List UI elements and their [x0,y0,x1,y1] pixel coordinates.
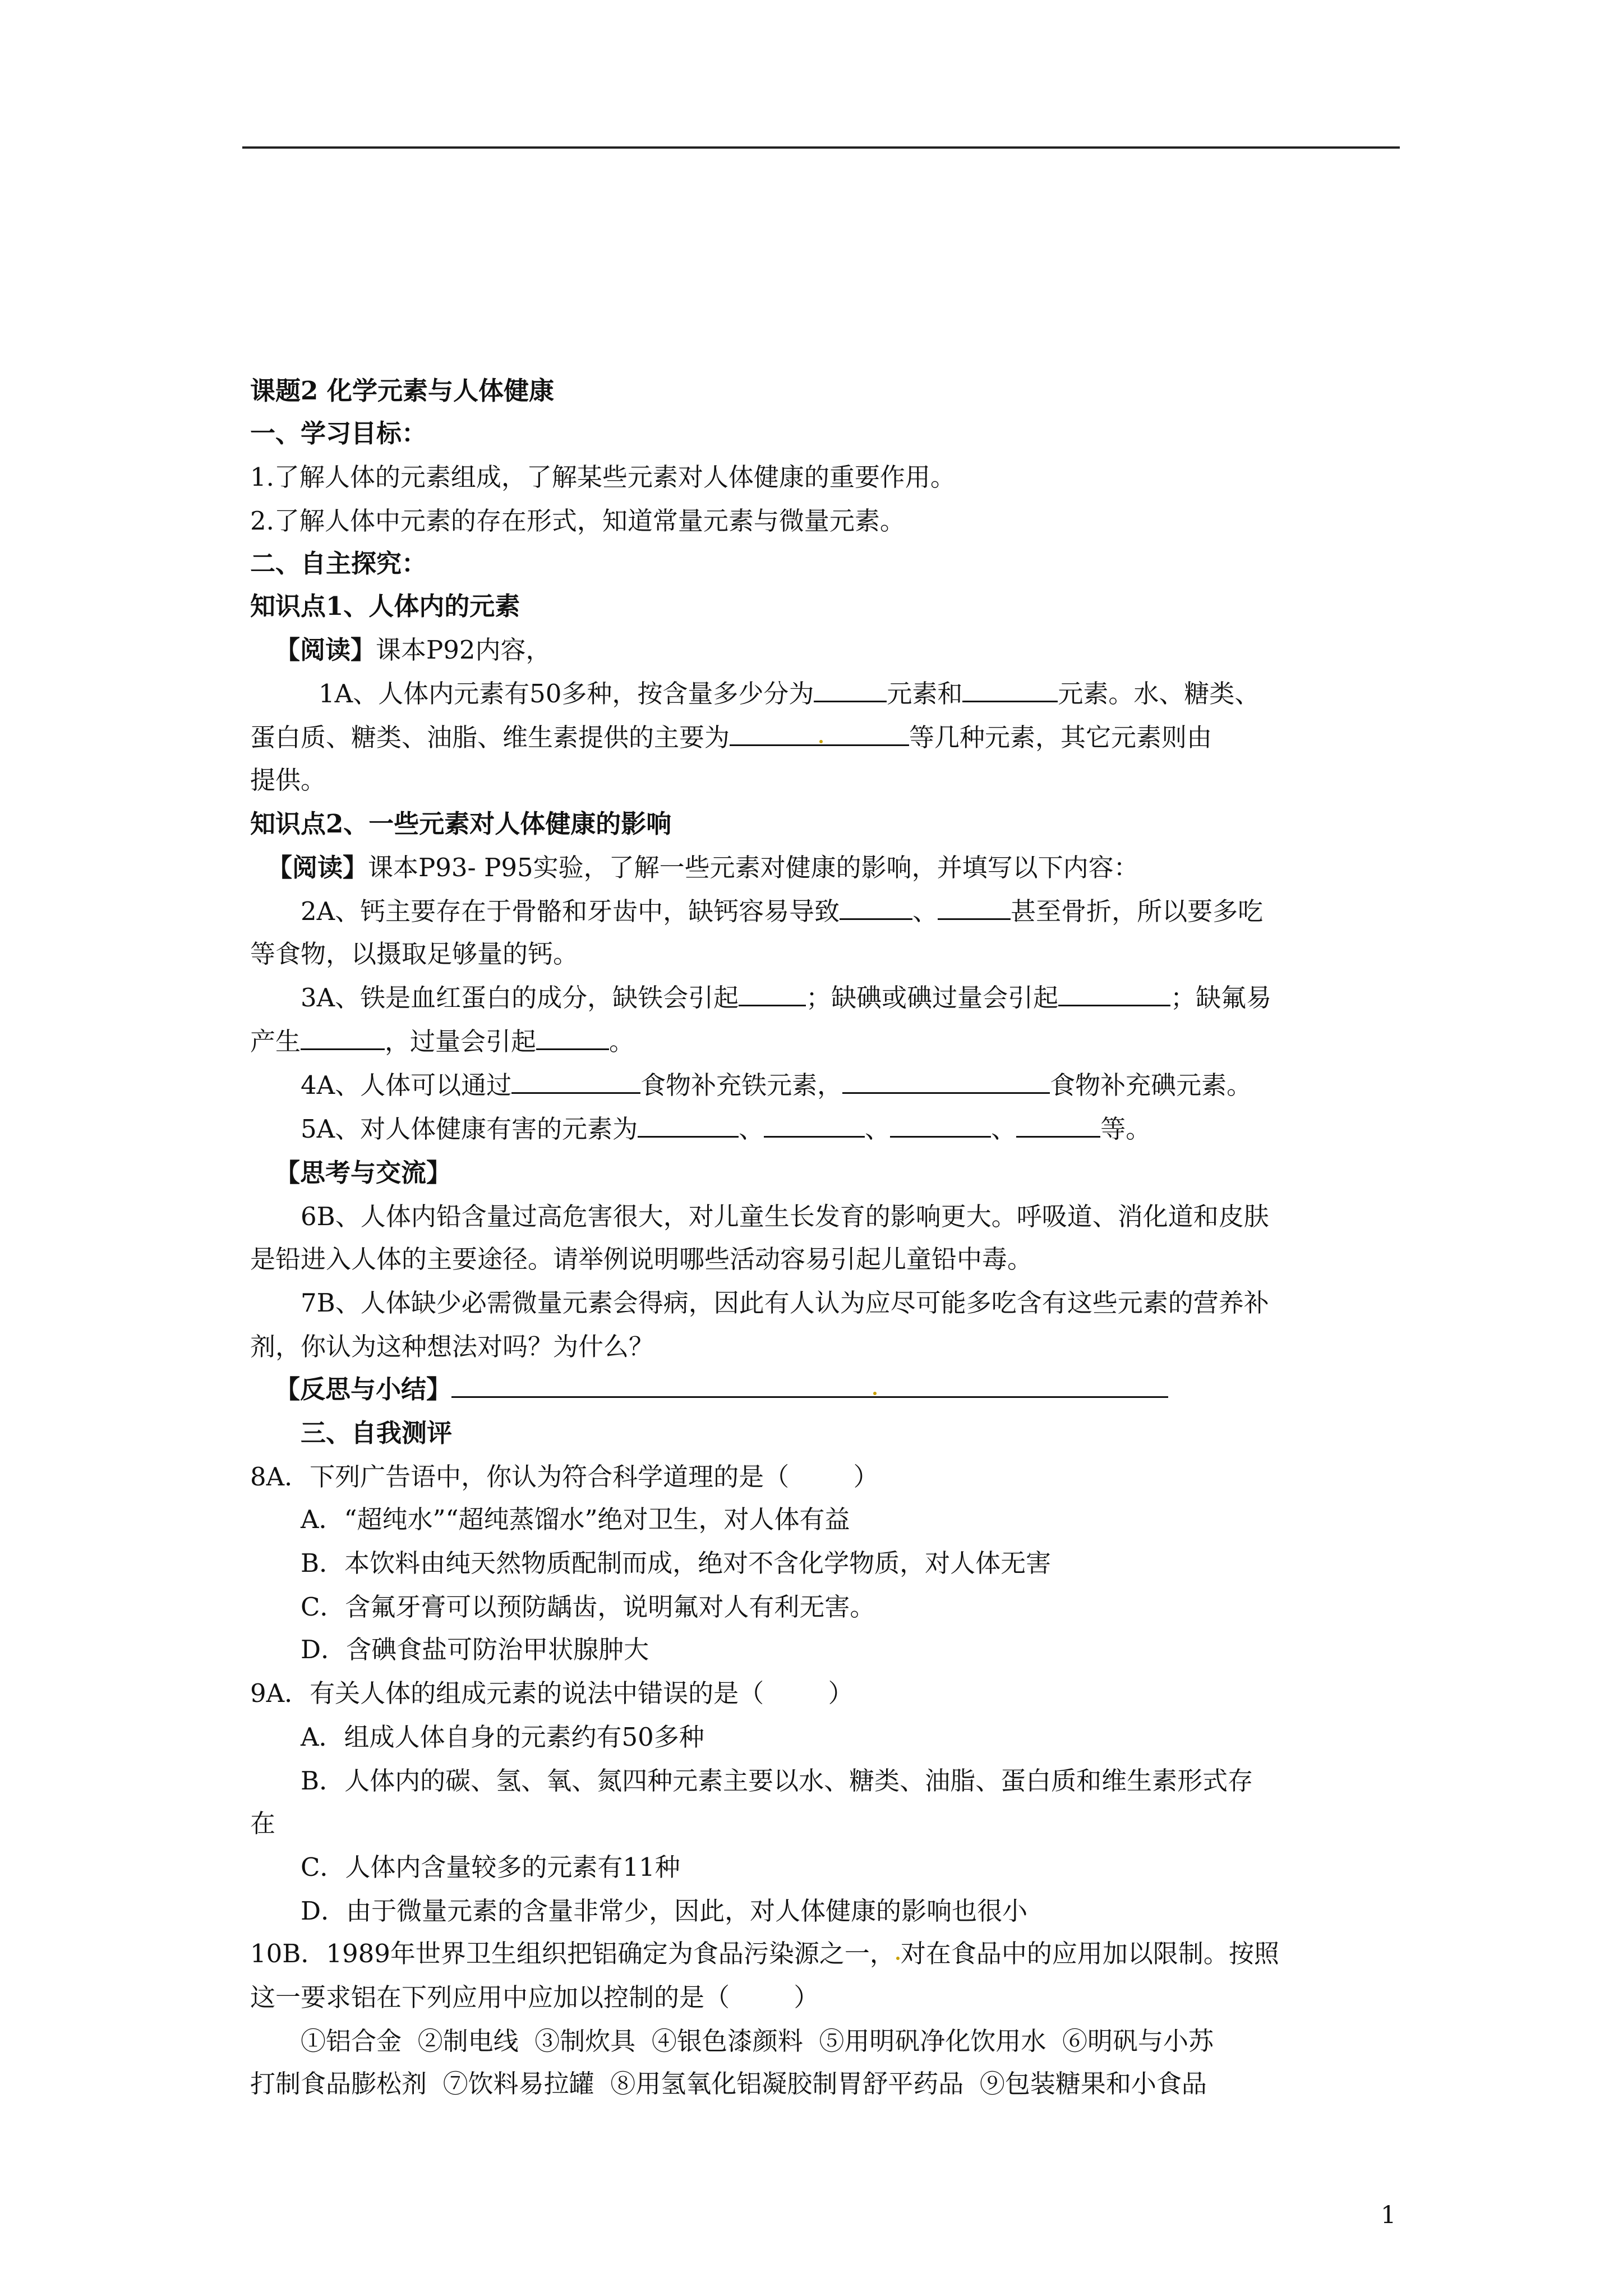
q1-text: 元素和 [887,679,963,708]
question-1-line-1 [319,677,1260,711]
question-8-option-d: D．含碘食盐可防治甲状腺肿大 [301,1635,649,1664]
speck-mark [873,1392,877,1395]
think-exchange-heading: 【思考与交流】 [275,1158,452,1188]
question-4 [301,1069,1252,1102]
read-text-1: 课本P92内容， [376,635,551,665]
question-9-stem: 9A．有关人体的组成元素的说法中错误的是（ ） [250,1678,854,1708]
fill-blank[interactable] [842,1069,1050,1094]
q3-text: 3A、铁是血红蛋白的成分，缺铁会引起 [301,983,739,1013]
lesson-title: 课题2 化学元素与人体健康 [250,376,554,406]
q5-text: 、 [991,1114,1017,1144]
knowledge-point-1: 知识点1、人体内的元素 [250,591,520,621]
q10-text: 对在食品中的应用加以限制。按照 [900,1939,1279,1968]
section-heading-self-test: 三、自我测评 [301,1418,453,1448]
fill-blank[interactable] [840,895,912,920]
q4-text: 食物补充碘元素。 [1050,1070,1252,1100]
q2-text: 甚至骨折，所以要多吃 [1011,896,1264,926]
section-heading-goals: 一、学习目标： [250,418,427,448]
q2-text: 、 [912,896,938,926]
question-6-line-2: 是铅进入人体的主要途径。请举例说明哪些活动容易引起儿童铅中毒。 [250,1244,1033,1274]
goal-2: 2.了解人体中元素的存在形式，知道常量元素与微量元素。 [250,506,905,536]
question-10-line-3: ①铝合金 ②制电线 ③制炊具 ④银色漆颜料 ⑤用明矾净化饮用水 ⑥明矾与小苏 [301,2026,1214,2056]
question-10-line-2: 这一要求铝在下列应用中应加以控制的是（ ） [250,1982,819,2012]
question-2-line-1 [301,895,1263,928]
fill-blank[interactable] [938,895,1011,920]
fill-blank[interactable] [890,1112,991,1138]
goal-1: 1.了解人体的元素组成，了解某些元素对人体健康的重要作用。 [250,462,956,492]
page-number: 1 [1381,2201,1396,2229]
speck-mark [896,1957,900,1960]
section-heading-explore: 二、自主探究： [250,549,427,578]
read-label: 【阅读】 [275,635,376,665]
question-7-line-2: 剂，你认为这种想法对吗？为什么？ [250,1332,654,1361]
q5-text: 5A、对人体健康有害的元素为 [301,1114,638,1144]
question-3-line-2 [250,1025,634,1059]
q1-text: 1A、人体内元素有50多种，按含量多少分为 [319,679,814,708]
q3-text: ；缺氟易 [1170,983,1272,1013]
read-label: 【阅读】 [267,853,368,882]
fill-blank[interactable] [536,1025,609,1050]
question-8-option-a: A．“超纯水”“超纯蒸馏水”绝对卫生，对人体有益 [301,1504,850,1534]
read-line-1 [275,633,551,667]
question-8-stem: 8A．下列广告语中，你认为符合科学道理的是（ ） [250,1462,879,1492]
question-9-option-b-line-1: B．人体内的碳、氢、氧、氮四种元素主要以水、糖类、油脂、蛋白质和维生素形式存 [301,1766,1253,1796]
reflection-line [275,1373,1168,1406]
question-1-line-3: 提供。 [250,765,326,795]
q4-text: 食物补充铁元素， [640,1070,843,1100]
question-3-line-1 [301,981,1271,1015]
question-10-line-1 [250,1937,1279,1971]
header-rule [242,146,1400,149]
read-line-2 [267,851,1139,885]
reflection-heading: 【反思与小结】 [275,1374,452,1404]
q4-text: 4A、人体可以通过 [301,1070,512,1100]
q5-text: 等。 [1100,1114,1151,1144]
q1-text: 元素。水、糖类、 [1058,679,1260,708]
q5-text: 、 [865,1114,891,1144]
q3-text: 。 [609,1027,635,1056]
fill-blank[interactable] [638,1112,739,1138]
q3-text: 产生 [250,1027,301,1056]
q1-text: 蛋白质、糖类、油脂、维生素提供的主要为 [250,723,730,752]
question-5 [301,1112,1151,1146]
fill-blank[interactable] [739,981,806,1006]
question-9-option-a: A．组成人体自身的元素约有50多种 [301,1722,704,1752]
q1-text: 等几种元素，其它元素则由 [909,723,1212,752]
knowledge-point-2: 知识点2、一些元素对人体健康的影响 [250,809,672,839]
reflection-blank[interactable] [451,1373,1168,1398]
q3-text: ，过量会引起 [385,1027,537,1056]
fill-blank[interactable] [814,677,887,702]
question-2-line-2: 等食物，以摄取足够量的钙。 [250,939,579,969]
question-10-line-4: 打制食品膨松剂 ⑦饮料易拉罐 ⑧用氢氧化铝凝胶制胃舒平药品 ⑨包装糖果和小食品 [250,2069,1207,2099]
q2-text: 2A、钙主要存在于骨骼和牙齿中，缺钙容易导致 [301,896,840,926]
fill-blank[interactable] [1058,981,1170,1006]
fill-blank[interactable] [301,1025,385,1050]
question-8-option-c: C．含氟牙膏可以预防龋齿，说明氟对人有利无害。 [301,1592,875,1622]
speck-mark [819,740,823,743]
fill-blank[interactable] [730,721,909,746]
question-9-option-c: C．人体内含量较多的元素有11种 [301,1852,680,1882]
fill-blank[interactable] [764,1112,865,1138]
read-text-2: 课本P93- P95实验，了解一些元素对健康的影响，并填写以下内容： [368,853,1139,882]
fill-blank[interactable] [1016,1112,1100,1138]
fill-blank[interactable] [962,677,1058,702]
question-8-option-b: B．本饮料由纯天然物质配制而成，绝对不含化学物质，对人体无害 [301,1548,1052,1578]
q3-text: ；缺碘或碘过量会引起 [806,983,1059,1013]
question-7-line-1: 7B、人体缺少必需微量元素会得病，因此有人认为应尽可能多吃含有这些元素的营养补 [301,1288,1269,1318]
fill-blank[interactable] [511,1069,640,1094]
question-9-option-d: D．由于微量元素的含量非常少，因此，对人体健康的影响也很小 [301,1896,1028,1926]
q5-text: 、 [739,1114,764,1144]
question-1-line-2 [250,721,1212,754]
q10-text: 10B．1989年世界卫生组织把铝确定为食品污染源之一， [250,1939,895,1968]
question-9-option-b-line-2: 在 [250,1809,276,1838]
question-6-line-1: 6B、人体内铅含量过高危害很大，对儿童生长发育的影响更大。呼吸道、消化道和皮肤 [301,1202,1269,1231]
